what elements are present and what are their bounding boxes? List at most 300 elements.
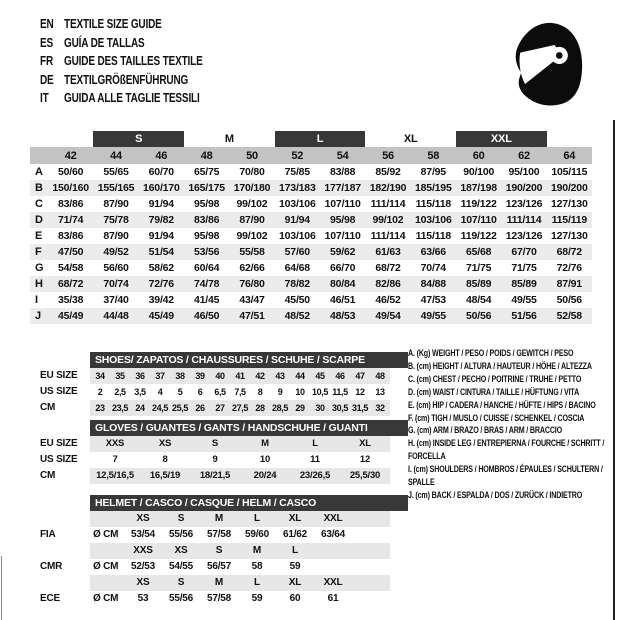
size-value: 60/70 <box>148 166 174 178</box>
size-value: 107/110 <box>460 214 497 226</box>
value-cell: 9 <box>212 454 218 465</box>
values-strip <box>90 436 390 452</box>
size-value: 47/53 <box>420 294 446 306</box>
value-cell: 20/24 <box>253 470 277 481</box>
size-value: 51/54 <box>148 246 174 258</box>
size-value: 72/76 <box>556 262 582 274</box>
value-cell: 23 <box>95 403 105 413</box>
legend-item: C. (cm) CHEST / PECHO / POITRINE / TRUHE / PETTO <box>408 373 582 384</box>
size-value: 53/56 <box>194 246 220 258</box>
values-strip <box>90 468 390 484</box>
helmet-size-label: M <box>214 577 224 588</box>
size-value: 170/180 <box>233 182 271 194</box>
values-strip <box>90 368 390 384</box>
size-table-row <box>30 292 592 308</box>
size-value: 182/190 <box>369 182 407 194</box>
size-value: 48/53 <box>330 310 356 322</box>
row-label: EU SIZE <box>40 438 78 449</box>
table-row <box>40 436 408 452</box>
standard-label: CMR <box>40 561 63 572</box>
page-border-left <box>1 556 2 620</box>
size-value: 99/102 <box>236 230 268 242</box>
size-value: 46/52 <box>375 294 401 306</box>
size-value: 50/56 <box>466 310 492 322</box>
size-value: 150/160 <box>52 182 89 194</box>
helmet-sizes-row <box>40 543 408 559</box>
value-cell: 5 <box>177 387 183 397</box>
size-value: 95/100 <box>508 166 540 178</box>
value-cell: 8 <box>162 454 168 465</box>
diameter-unit: Ø CM <box>93 561 119 572</box>
size-group-label: XXL <box>456 131 547 147</box>
size-value: 119/122 <box>460 198 497 210</box>
helmet-size-value: 61 <box>327 593 339 604</box>
helmet-size-value: 61/62 <box>282 529 308 540</box>
table-title-bar: SHOES/ ZAPATOS / CHAUSSURES / SCHUHE / SCARPE <box>90 352 408 368</box>
value-cell: 41 <box>235 371 245 381</box>
legend-item: B. (cm) HEIGHT / ALTURA / HAUTEUR / HÖHE / ALTEZZA <box>408 360 592 371</box>
size-value: 46/51 <box>330 294 356 306</box>
value-cell: XS <box>158 438 172 449</box>
size-value: 107/110 <box>324 198 361 210</box>
helmet-size-value: 59/60 <box>244 529 270 540</box>
size-value: 187/198 <box>460 182 497 194</box>
size-value: 173/183 <box>279 182 316 194</box>
helmet-size-value: 59 <box>289 561 301 572</box>
size-value: 190/200 <box>551 182 588 194</box>
size-column-header: 46 <box>155 149 168 162</box>
value-cell: 10 <box>295 387 305 397</box>
size-value: 46/50 <box>194 310 220 322</box>
size-group-label: XL <box>403 133 418 145</box>
size-value: 39/42 <box>148 294 174 306</box>
language-row <box>40 52 280 71</box>
value-cell: 16,5/19 <box>149 470 181 481</box>
value-cell: 11 <box>310 454 320 465</box>
size-value: 123/126 <box>505 230 543 242</box>
size-value: 54/58 <box>58 262 84 274</box>
size-value: 47/51 <box>239 310 265 322</box>
legend-item: G. (cm) ARM / BRAZO / BRAS / ARM / BRACCIO <box>408 425 563 436</box>
helmet-sizes-row <box>40 575 408 591</box>
value-cell: L <box>312 438 318 449</box>
size-value: 115/118 <box>415 198 452 210</box>
row-letter: F <box>35 246 42 258</box>
value-cell: 10 <box>259 454 271 465</box>
size-value: 127/130 <box>551 230 588 242</box>
size-table-row <box>30 228 592 244</box>
size-value: 37/40 <box>103 294 129 306</box>
helmet-size-label: S <box>177 577 185 588</box>
size-value: 55/65 <box>103 166 129 178</box>
value-cell: 24 <box>135 403 145 413</box>
measurement-legend <box>408 347 607 502</box>
size-value: 59/62 <box>330 246 356 258</box>
size-value: 71/75 <box>466 262 492 274</box>
values-strip <box>90 384 390 400</box>
size-value: 185/195 <box>415 182 452 194</box>
size-value: 78/82 <box>284 278 310 290</box>
row-letter: G <box>35 262 44 274</box>
size-value: 84/88 <box>420 278 446 290</box>
size-value: 68/72 <box>556 246 582 258</box>
size-value: 47/50 <box>58 246 84 258</box>
helmet-size-label: XXL <box>323 577 343 588</box>
language-list <box>40 15 280 108</box>
size-value: 190/200 <box>505 182 543 194</box>
size-table-row <box>30 260 592 276</box>
row-letter: I <box>35 294 38 306</box>
size-column-header: 58 <box>427 149 440 162</box>
size-group-label: L <box>275 131 366 147</box>
size-table-row <box>30 164 592 180</box>
value-cell: 12 <box>359 454 371 465</box>
size-value: 70/80 <box>239 166 265 178</box>
helmet-size-value: 57/58 <box>206 529 232 540</box>
helmet-size-value: 58 <box>251 561 263 572</box>
value-cell: 32 <box>375 403 385 413</box>
size-column-header: 64 <box>563 149 576 162</box>
diameter-unit: Ø CM <box>93 529 119 540</box>
diameter-unit: Ø CM <box>93 593 119 604</box>
size-group-row <box>30 130 592 147</box>
helmet-table <box>40 495 408 607</box>
size-columns-row <box>30 147 592 164</box>
size-value: 87/90 <box>239 214 265 226</box>
value-cell: 24,5 <box>152 403 168 413</box>
helmet-size-value: 52/53 <box>130 561 156 572</box>
size-value: 85/89 <box>511 278 537 290</box>
size-column-header: 62 <box>518 149 530 162</box>
language-row <box>40 15 280 34</box>
size-column-header: 60 <box>472 149 485 162</box>
size-table <box>30 130 592 324</box>
language-code: ES <box>40 35 54 50</box>
size-value: 80/84 <box>330 278 356 290</box>
row-label: EU SIZE <box>40 370 78 381</box>
row-letter: A <box>35 166 43 178</box>
value-cell: 7,5 <box>234 387 246 397</box>
helmet-size-label: XXL <box>323 513 343 524</box>
values-strip <box>90 527 390 543</box>
value-cell: 30,5 <box>332 403 348 413</box>
size-value: 74/78 <box>194 278 220 290</box>
value-cell: 45 <box>315 371 325 381</box>
table-row <box>40 452 408 468</box>
helmet-size-value: 53 <box>137 593 149 604</box>
size-value: 60/64 <box>194 262 220 274</box>
helmet-values-row <box>40 591 408 607</box>
helmet-size-label: L <box>292 545 298 556</box>
standard-label: FIA <box>40 529 56 540</box>
size-value: 45/49 <box>148 310 174 322</box>
size-value: 90/100 <box>463 166 495 178</box>
helmet-size-label: S <box>177 513 185 524</box>
value-cell: 34 <box>95 371 105 381</box>
value-cell: 39 <box>195 371 205 381</box>
size-value: 71/75 <box>511 262 537 274</box>
helmet-sizes-row <box>40 511 408 527</box>
value-cell: 3,5 <box>134 387 146 397</box>
size-value: 65/75 <box>194 166 220 178</box>
value-cell: 10,5 <box>312 387 328 397</box>
value-cell: 6 <box>197 387 203 397</box>
value-cell: 43 <box>275 371 285 381</box>
size-value: 111/114 <box>506 214 542 226</box>
value-cell: 25,5/30 <box>349 470 381 481</box>
size-value: 45/49 <box>58 310 84 322</box>
value-cell: 6,5 <box>214 387 226 397</box>
table-row <box>40 400 408 416</box>
value-cell: 26 <box>195 403 205 413</box>
language-row <box>40 89 280 108</box>
size-value: 49/54 <box>375 310 401 322</box>
value-cell: 2 <box>97 387 103 397</box>
size-value: 83/86 <box>58 230 84 242</box>
value-cell: 31,5 <box>352 403 368 413</box>
value-cell: 28,5 <box>272 403 288 413</box>
size-value: 107/110 <box>324 230 361 242</box>
helmet-size-label: M <box>252 545 262 556</box>
row-letter: E <box>35 230 43 242</box>
size-value: 160/170 <box>143 182 180 194</box>
size-value: 55/58 <box>239 246 265 258</box>
size-value: 48/54 <box>466 294 492 306</box>
size-column-header: 42 <box>64 149 77 162</box>
size-value: 50/56 <box>556 294 582 306</box>
size-value: 56/60 <box>103 262 129 274</box>
size-value: 70/74 <box>103 278 129 290</box>
page-border-right <box>613 120 615 620</box>
size-value: 95/98 <box>194 198 220 210</box>
size-value: 35/38 <box>58 294 84 306</box>
size-value: 49/52 <box>103 246 129 258</box>
size-value: 45/50 <box>284 294 310 306</box>
size-value: 82/86 <box>375 278 401 290</box>
value-cell: 44 <box>295 371 305 381</box>
helmet-size-label: S <box>215 545 223 556</box>
size-column-header: 54 <box>336 149 349 162</box>
helmet-size-label: M <box>214 513 224 524</box>
table-title-bar: GLOVES / GUANTES / GANTS / HANDSCHUHE / GUANTI <box>90 420 408 436</box>
value-cell: 8 <box>257 387 263 397</box>
size-value: 57/60 <box>284 246 310 258</box>
value-cell: 37 <box>155 371 165 381</box>
size-table-row <box>30 308 592 324</box>
value-cell: 27 <box>215 403 225 413</box>
size-value: 66/70 <box>330 262 356 274</box>
value-cell: 42 <box>255 371 265 381</box>
size-value: 70/74 <box>420 262 446 274</box>
size-value: 75/78 <box>103 214 129 226</box>
sizes-strip <box>90 575 390 591</box>
language-label: GUIDA ALLE TAGLIE TESSILI <box>64 91 200 105</box>
size-value: 87/90 <box>103 230 129 242</box>
size-value: 87/90 <box>103 198 129 210</box>
legend-item: J. (cm) BACK / ESPALDA / DOS / ZURÜCK / INDIETRO <box>408 489 583 500</box>
value-cell: 36 <box>135 371 145 381</box>
size-value: 123/126 <box>505 198 543 210</box>
size-value: 83/86 <box>194 214 220 226</box>
size-table-row <box>30 180 592 196</box>
row-label-empty <box>40 575 90 591</box>
row-label: CM <box>40 402 56 413</box>
table-row <box>40 384 408 400</box>
values-strip <box>90 591 390 607</box>
size-value: 115/118 <box>415 230 452 242</box>
size-value: 67/70 <box>511 246 537 258</box>
gloves-table <box>40 420 408 484</box>
size-value: 99/102 <box>236 198 268 210</box>
legend-item: I. (cm) SHOULDERS / HOMBROS / ÉPAULES / SCHULTERN / SPALLE <box>408 464 603 488</box>
size-value: 64/68 <box>284 262 310 274</box>
size-table-row <box>30 244 592 260</box>
size-value: 103/106 <box>279 198 316 210</box>
size-value: 43/47 <box>239 294 265 306</box>
size-column-header: 44 <box>110 149 122 162</box>
helmet-size-label: L <box>254 577 260 588</box>
value-cell: 29 <box>295 403 305 413</box>
row-letter: H <box>35 278 43 290</box>
table-title-bar: HELMET / CASCO / CASQUE / HELM / CASCO <box>90 495 408 511</box>
helmet-size-value: 63/64 <box>320 529 346 540</box>
size-value: 52/58 <box>556 310 582 322</box>
helmet-size-value: 57/58 <box>206 593 232 604</box>
values-strip <box>90 400 390 416</box>
size-value: 44/48 <box>103 310 129 322</box>
size-column-header: 50 <box>246 149 258 162</box>
size-value: 49/55 <box>420 310 446 322</box>
value-cell: 2,5 <box>114 387 126 397</box>
value-cell: 25,5 <box>172 403 188 413</box>
size-table-row <box>30 196 592 212</box>
size-value: 127/130 <box>551 198 588 210</box>
language-label: TEXTILE SIZE GUIDE <box>64 17 162 31</box>
size-value: 91/94 <box>284 214 310 226</box>
size-value: 95/98 <box>194 230 220 242</box>
sizes-strip <box>90 511 390 527</box>
value-cell: M <box>261 438 269 449</box>
size-value: 165/175 <box>188 182 225 194</box>
value-cell: 18/21,5 <box>199 470 231 481</box>
row-label-empty <box>40 543 90 559</box>
size-table-row <box>30 212 592 228</box>
helmet-values-row <box>40 559 408 575</box>
value-cell: XL <box>359 438 371 449</box>
row-letter: D <box>35 214 43 226</box>
helmet-size-value: 54/55 <box>168 561 194 572</box>
legend-item: F. (cm) TIGH / MUSLO / CUISSE / SCHENKEL / COSCIA <box>408 412 585 423</box>
size-value: 62/66 <box>239 262 265 274</box>
language-code: IT <box>40 91 49 105</box>
table-row <box>40 468 408 484</box>
standard-label: ECE <box>40 593 60 604</box>
helmet-size-value: 60 <box>289 593 301 604</box>
value-cell: 13 <box>375 387 385 397</box>
value-cell: 12,5/16,5 <box>96 470 134 481</box>
size-value: 99/102 <box>372 214 404 226</box>
legend-item: E. (cm) HIP / CADERA / HANCHE / HÜFTE / HIPS / BACINO <box>408 399 596 410</box>
helmet-size-value: 53/54 <box>130 529 156 540</box>
value-cell: 9 <box>277 387 283 397</box>
value-cell: 40 <box>215 371 225 381</box>
value-cell: 7 <box>112 454 118 465</box>
value-cell: XXS <box>105 438 125 449</box>
row-label: US SIZE <box>40 454 78 465</box>
language-code: EN <box>40 17 54 31</box>
value-cell: 23/26,5 <box>299 470 331 481</box>
row-letter: C <box>35 198 43 210</box>
size-value: 49/55 <box>511 294 537 306</box>
size-value: 85/92 <box>375 166 401 178</box>
size-value: 85/89 <box>466 278 492 290</box>
language-label: GUIDE DES TAILLES TEXTILE <box>64 54 203 68</box>
helmet-size-value: 55/56 <box>168 593 194 604</box>
size-value: 72/76 <box>148 278 174 290</box>
row-label: CM <box>40 470 56 481</box>
row-label: US SIZE <box>40 386 78 397</box>
language-label: TEXTILGRÖßENFÜHRUNG <box>64 72 189 87</box>
language-code: DE <box>40 72 54 87</box>
size-value: 103/106 <box>415 214 452 226</box>
size-value: 61/63 <box>375 246 401 258</box>
size-value: 95/98 <box>330 214 356 226</box>
size-value: 91/94 <box>148 198 174 210</box>
legend-item: D. (cm) WAIST / CINTURA / TAILLE / HÜFTUNG / VITA <box>408 386 580 397</box>
size-value: 177/187 <box>324 182 361 194</box>
size-value: 103/106 <box>279 230 316 242</box>
size-value: 105/115 <box>551 166 588 178</box>
row-letter: B <box>35 182 43 194</box>
helmet-size-label: XS <box>136 577 150 588</box>
size-value: 87/91 <box>556 278 582 290</box>
value-cell: 12 <box>355 387 365 397</box>
helmet-size-label: XL <box>288 513 302 524</box>
language-code: FR <box>40 54 54 68</box>
language-row <box>40 71 280 90</box>
value-cell: 23,5 <box>112 403 128 413</box>
size-value: 71/74 <box>58 214 84 226</box>
size-value: 75/85 <box>284 166 310 178</box>
size-value: 119/122 <box>460 230 497 242</box>
size-value: 155/165 <box>97 182 135 194</box>
size-value: 65/68 <box>466 246 492 258</box>
value-cell: 27,5 <box>232 403 248 413</box>
row-label-empty <box>40 511 90 527</box>
size-column-header: 56 <box>382 149 394 162</box>
value-cell: 30 <box>315 403 325 413</box>
size-value: 83/86 <box>58 198 84 210</box>
size-value: 115/119 <box>551 214 588 226</box>
helmet-size-value: 55/56 <box>168 529 194 540</box>
language-label: GUÍA DE TALLAS <box>64 35 145 50</box>
size-column-header: 48 <box>200 149 213 162</box>
helmet-values-row <box>40 527 408 543</box>
shoes-table <box>40 352 408 416</box>
size-value: 68/72 <box>375 262 401 274</box>
value-cell: 46 <box>335 371 345 381</box>
size-column-header: 52 <box>291 149 304 162</box>
language-row <box>40 34 280 53</box>
table-row <box>40 368 408 384</box>
values-strip <box>90 559 390 575</box>
value-cell: 47 <box>355 371 365 381</box>
helmet-size-label: XS <box>174 545 188 556</box>
value-cell: 28 <box>255 403 265 413</box>
size-value: 50/60 <box>58 166 84 178</box>
size-value: 63/66 <box>420 246 446 258</box>
helmet-icon <box>505 20 585 110</box>
